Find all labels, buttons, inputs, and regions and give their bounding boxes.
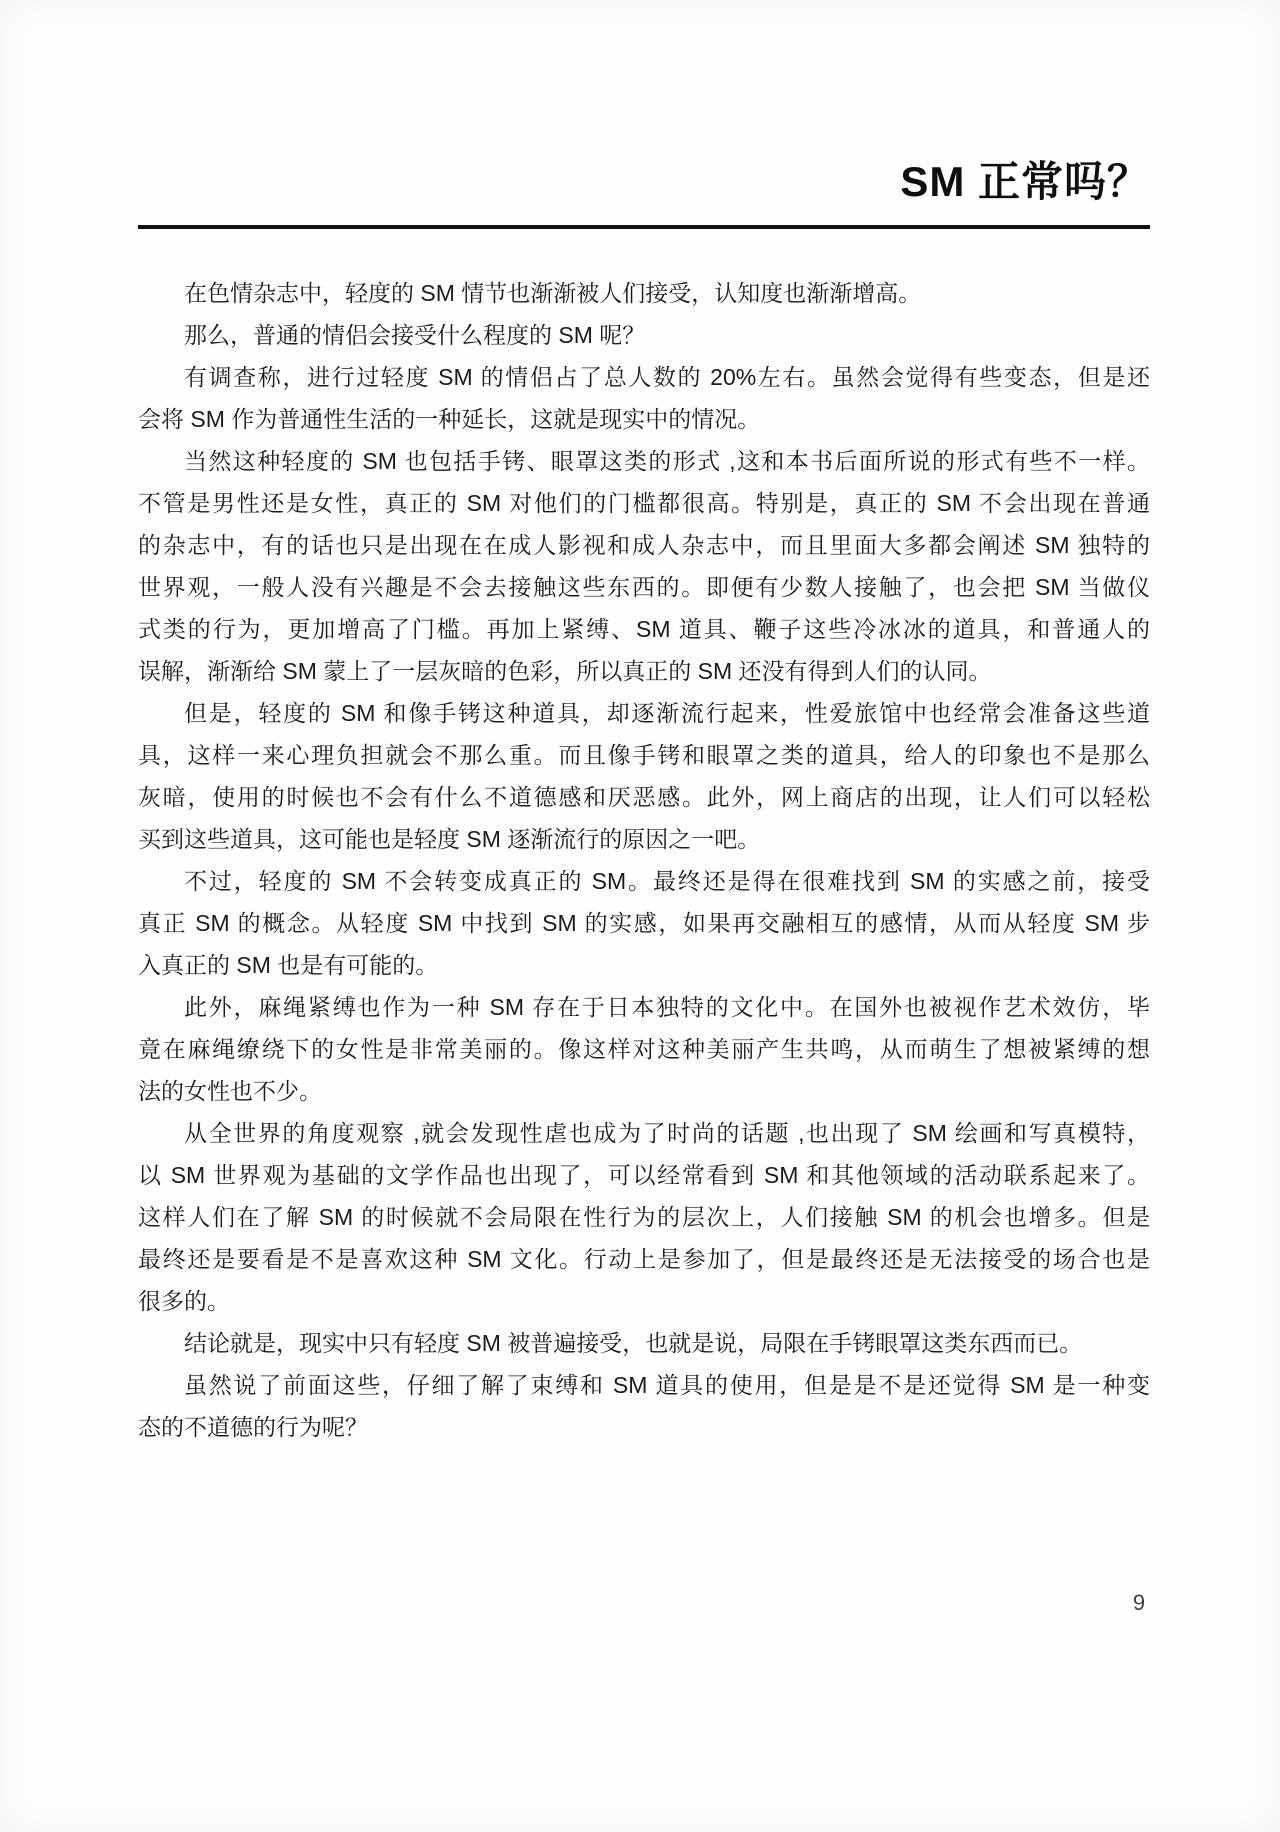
text-line: 具，这样一来心理负担就会不那么重。而且像手铐和眼罩之类的道具，给人的印象也不是那么 [138,742,1150,768]
paragraph [138,314,1150,356]
text-line: 从全世界的角度观察 ,就会发现性虐也成为了时尚的话题 ,也出现了 SM 绘画和写真模特， [184,1120,1150,1146]
text-line: 世界观，一般人没有兴趣是不会去接触这些东西的。即便有少数人接触了，也会把 SM 当做仪 [138,574,1150,600]
text-line: 很多的。 [138,1288,230,1314]
paragraph [138,986,1150,1112]
text-line: 结论就是，现实中只有轻度 SM 被普遍接受，也就是说，局限在手铐眼罩这类东西而已。 [184,1330,1083,1356]
text-line: 入真正的 SM 也是有可能的。 [138,952,439,978]
paragraph [138,692,1150,860]
paragraph [138,1322,1150,1364]
page-number: 9 [1132,1590,1146,1615]
paragraph [138,860,1150,986]
text-line: 真正 SM 的概念。从轻度 SM 中找到 SM 的实感，如果再交融相互的感情，从而从轻度 SM 步 [138,910,1150,936]
text-line: 这样人们在了解 SM 的时候就不会局限在性行为的层次上，人们接触 SM 的机会也增多。但是 [138,1204,1150,1230]
text-line: 买到这些道具，这可能也是轻度 SM 逐渐流行的原因之一吧。 [138,826,761,852]
text-line: 以 SM 世界观为基础的文学作品也出现了，可以经常看到 SM 和其他领域的活动联系起来了。 [138,1162,1150,1188]
text-line: 但是，轻度的 SM 和像手铐这种道具，却逐渐流行起来，性爱旅馆中也经常会准备这些道 [184,700,1150,726]
paragraph [138,356,1150,440]
page-header [138,0,1150,229]
body-text [138,272,1150,1448]
content-area [138,0,1150,1448]
text-line: 灰暗，使用的时候也不会有什么不道德感和厌恶感。此外，网上商店的出现，让人们可以轻松 [138,784,1150,810]
text-line: 法的女性也不少。 [138,1078,322,1104]
text-line: 的杂志中，有的话也只是出现在在成人影视和成人杂志中，而且里面大多都会阐述 SM 独特的 [138,532,1150,558]
text-line: 态的不道德的行为呢？ [138,1414,368,1440]
text-line: 虽然说了前面这些，仔细了解了束缚和 SM 道具的使用，但是是不是还觉得 SM 是一种变 [184,1372,1150,1398]
paragraph [138,272,1150,314]
text-line: 当然这种轻度的 SM 也包括手铐、眼罩这类的形式 ,这和本书后面所说的形式有些不一样。 [184,448,1150,474]
text-line: 式类的行为，更加增高了门槛。再加上紧缚、SM 道具、鞭子这些冷冰冰的道具，和普通人的 [138,616,1150,642]
text-line: 在色情杂志中，轻度的 SM 情节也渐渐被人们接受，认知度也渐渐增高。 [184,280,922,306]
page-title: SM 正常吗？ [900,158,1150,205]
text-line: 竟在麻绳缭绕下的女性是非常美丽的。像这样对这种美丽产生共鸣，从而萌生了想被紧缚的想 [138,1036,1150,1062]
title-divider [138,225,1150,229]
text-line: 误解，渐渐给 SM 蒙上了一层灰暗的色彩，所以真正的 SM 还没有得到人们的认同。 [138,658,992,684]
text-line: 那么，普通的情侣会接受什么程度的 SM 呢？ [184,322,646,348]
paragraph [138,1112,1150,1322]
text-line: 有调查称，进行过轻度 SM 的情侣占了总人数的 20%左右。虽然会觉得有些变态，但是还 [184,364,1150,390]
text-line: 会将 SM 作为普通性生活的一种延长，这就是现实中的情况。 [138,406,761,432]
text-line: 不管是男性还是女性，真正的 SM 对他们的门槛都很高。特别是，真正的 SM 不会出现在普通 [138,490,1150,516]
text-line: 不过，轻度的 SM 不会转变成真正的 SM。最终还是得在很难找到 SM 的实感之前，接受 [184,868,1150,894]
paragraph [138,440,1150,692]
text-line: 此外，麻绳紧缚也作为一种 SM 存在于日本独特的文化中。在国外也被视作艺术效仿，毕 [184,994,1150,1020]
text-line: 最终还是要看是不是喜欢这种 SM 文化。行动上是参加了，但是最终还是无法接受的场合也是 [138,1246,1150,1272]
paragraph [138,1364,1150,1448]
